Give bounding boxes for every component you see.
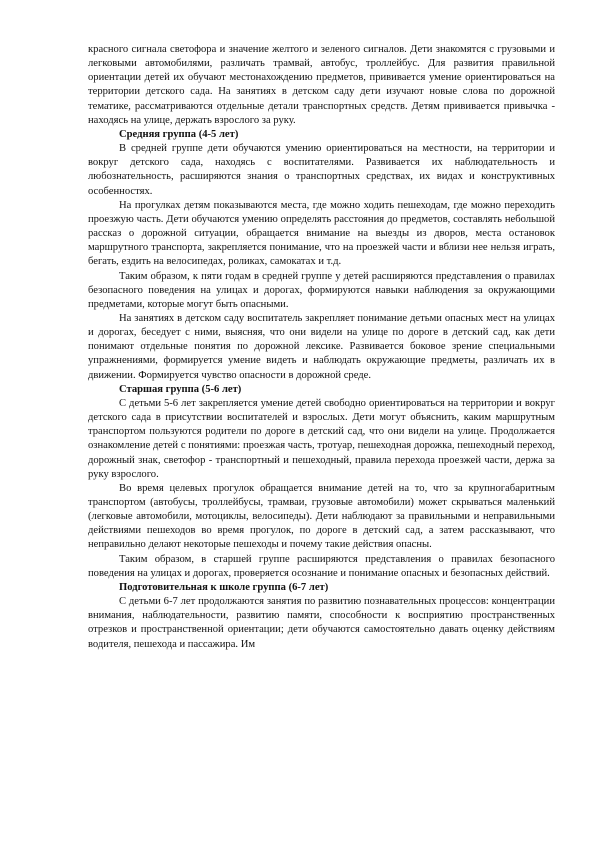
document-page	[88, 43, 555, 652]
section-heading-senior-group: Старшая группа (5-6 лет)	[119, 383, 242, 395]
paragraph: В средней группе дети обучаются умению ориентироваться на местности, на территории и вокруг детского сада, находясь с воспитателями. Развивается их наблюдательность и любознательность, расширяются знания о транспортных средствах, их видах и конструктивных особенностях.	[88, 143, 555, 197]
paragraph: Таким образом, к пяти годам в средней группе у детей расширяются представления о правилах безопасного поведения на улицах и дорогах, формируются навыки наблюдения за окружающими предметами, которые могут быть опасными.	[88, 270, 555, 310]
paragraph: Таким образом, в старшей группе расширяются представления о правилах безопасного поведения на улицах и дорогах, проверяется осознание и понимание опасных и безопасных действий.	[88, 553, 555, 579]
section-heading-preparatory-group: Подготовительная к школе группа (6-7 лет)	[119, 581, 329, 593]
paragraph: На занятиях в детском саду воспитатель закрепляет понимание детьми опасных мест на улицах и дорогах, беседует с ними, выясняя, что они видели на улице по дороге в детский сад, как дети понимают отдельные понятия по дорожной лексике. Развивается боковое зрение специальными упражнениями, формируется умение видеть и наблюдать окружающие предметы, различать их в движении. Формируется чувство опасности в дорожной среде.	[88, 312, 555, 381]
paragraph: Во время целевых прогулок обращается внимание детей на то, что за крупногабаритным транспортом (автобусы, троллейбусы, трамваи, грузовые автомобили) может скрываться маленький (легковые автомобили, мотоциклы, велосипеды). Дети наблюдают за правильными и неправильными действиями пешеходов во время прогулок, по дороге в детский сад, а затем рассказывают, что неправильно делают некоторые пешеходы и почему такие действия опасны.	[88, 482, 555, 551]
section-heading-middle-group: Средняя группа (4-5 лет)	[119, 128, 239, 140]
paragraph: С детьми 6-7 лет продолжаются занятия по развитию познавательных процессов: концентрации внимания, наблюдательности, развитию памяти, способности к восприятию пространственных отрезков и пространственной ориентации; дети обучаются самостоятельно давать оценку действиям водителя, пешехода и пассажира. Им	[88, 596, 555, 650]
paragraph: На прогулках детям показываются места, где можно ходить пешеходам, где можно переходить проезжую часть. Дети обучаются умению определять расстояния до предметов, составлять небольшой рассказ о дорожной ситуации, обращается внимание на выезды из дворов, места остановок маршрутного транспорта, закрепляется понимание, что на проезжей части и вблизи нее нельзя играть, бегать, ездить на велосипедах, роликах, самокатах и т.д.	[88, 199, 555, 268]
paragraph: С детьми 5-6 лет закрепляется умение детей свободно ориентироваться на территории и вокруг детского сада в присутствии воспитателей и взрослых. Дети могут объяснить, каким маршрутным транспортом пользуются родители по дороге в детский сад, что они видели на улице. Продолжается ознакомление детей с понятиями: проезжая часть, тротуар, пешеходная дорожка, пешеходный переход, дорожный знак, светофор - транспортный и пешеходный, правила перехода проезжей части, держа за руку взрослого.	[88, 397, 555, 480]
paragraph: красного сигнала светофора и значение желтого и зеленого сигналов. Дети знакомятся с грузовыми и легковыми автомобилями, различать трамвай, автобус, троллейбус. Для развития правильной ориентации детей их обучают местонахождению предметов, прививается умение ориентироваться на территории детского сада. На занятиях в детском саду дети изучают новые слова по дорожной тематике, рассматриваются отдельные детали транспортных средств. Детям прививается привычка - находясь на улице, держать взрослого за руку.	[88, 44, 555, 126]
